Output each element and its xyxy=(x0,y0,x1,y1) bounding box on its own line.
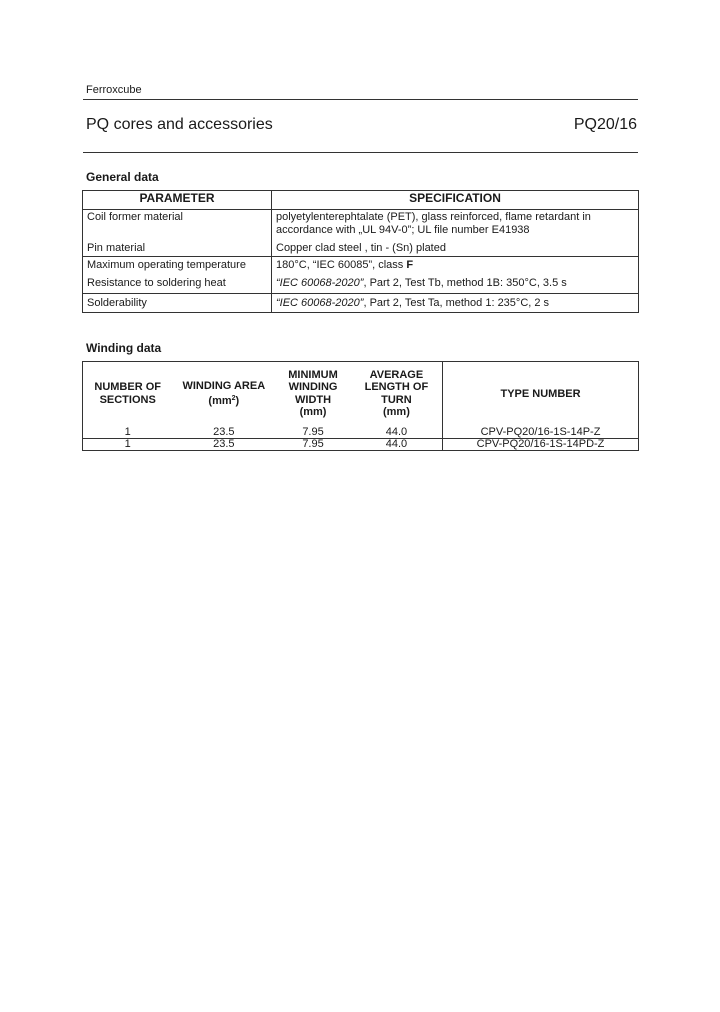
table-row xyxy=(83,257,639,274)
sections-cell: 1 xyxy=(83,426,173,439)
spec-line: accordance with „UL 94V-0”; UL file number E41938 xyxy=(276,224,530,236)
spec-cell xyxy=(272,294,639,313)
general-data-heading: General data xyxy=(86,170,159,184)
spec-text: 180°C, “IEC 60085”, class xyxy=(276,259,407,271)
spec-cell xyxy=(272,273,639,294)
header-line: WINDING AREA xyxy=(182,380,266,393)
table-row xyxy=(83,294,639,313)
col-header-winding-area xyxy=(172,362,275,426)
winding-data-heading: Winding data xyxy=(86,341,162,355)
spec-text: , Part 2, Test Ta, method 1: 235°C, 2 s xyxy=(363,297,550,309)
col-header-min-width xyxy=(275,362,351,426)
winding-data-table xyxy=(82,361,639,451)
header-line: LENGTH OF xyxy=(364,381,429,394)
superscript: 2 xyxy=(231,394,236,402)
header-rule-bottom xyxy=(83,152,638,153)
param-cell: Resistance to soldering heat xyxy=(83,273,272,294)
spec-cell xyxy=(272,257,639,274)
company-name: Ferroxcube xyxy=(86,84,142,96)
area-cell: 23.5 xyxy=(172,438,275,450)
width-cell: 7.95 xyxy=(302,425,324,438)
table-row xyxy=(83,210,639,239)
param-cell: Solderability xyxy=(83,294,272,313)
col-header-parameter: PARAMETER xyxy=(83,191,272,210)
header-line: NUMBER OF xyxy=(94,381,161,394)
header-line: (mm) xyxy=(382,406,410,419)
spec-class: F xyxy=(406,259,414,271)
col-header-type-number: TYPE NUMBER xyxy=(443,362,639,426)
param-cell: Pin material xyxy=(83,238,272,257)
spec-line: polyetylenterephtalate (PET), glass reinforced, flame retardant in xyxy=(276,211,591,223)
spec-standard: “IEC 60068-2020” xyxy=(276,277,364,289)
header-line: MINIMUM xyxy=(288,368,338,381)
turn-cell: 44.0 xyxy=(351,438,443,450)
header-line: (mm xyxy=(208,394,232,407)
table-row xyxy=(83,238,639,257)
sections-cell: 1 xyxy=(83,438,173,450)
col-header-sections xyxy=(83,362,173,426)
param-cell: Maximum operating temperature xyxy=(83,257,272,274)
spec-standard: “IEC 60068-2020” xyxy=(276,297,364,309)
col-header-avg-turn xyxy=(351,362,443,426)
spec-cell xyxy=(272,210,639,239)
type-number-cell: CPV-PQ20/16-1S-14P-Z xyxy=(443,426,639,439)
turn-cell: 44.0 xyxy=(385,425,408,438)
col-header-specification: SPECIFICATION xyxy=(272,191,639,210)
table-row xyxy=(83,438,639,450)
table-row xyxy=(83,273,639,294)
general-data-table xyxy=(82,190,639,313)
header-line: WINDING xyxy=(288,381,338,394)
header-line: AVERAGE xyxy=(369,368,424,381)
header-line: WIDTH xyxy=(295,393,332,406)
param-cell: Coil former material xyxy=(83,210,272,239)
area-cell: 23.5 xyxy=(213,425,235,438)
spec-cell: Copper clad steel , tin - (Sn) plated xyxy=(272,238,639,257)
document-title: PQ cores and accessories xyxy=(86,116,273,133)
header-line: TURN xyxy=(381,393,412,406)
part-number: PQ20/16 xyxy=(573,116,637,133)
header-line: SECTIONS xyxy=(99,393,156,406)
spec-text: , Part 2, Test Tb, method 1B: 350°C, 3.5 s xyxy=(363,277,567,289)
type-number-cell: CPV-PQ20/16-1S-14PD-Z xyxy=(443,438,639,450)
header-rule-top xyxy=(83,99,638,100)
header-line: ) xyxy=(235,394,240,407)
width-cell: 7.95 xyxy=(275,438,351,450)
table-row xyxy=(83,426,639,439)
header-line: (mm) xyxy=(299,406,327,419)
